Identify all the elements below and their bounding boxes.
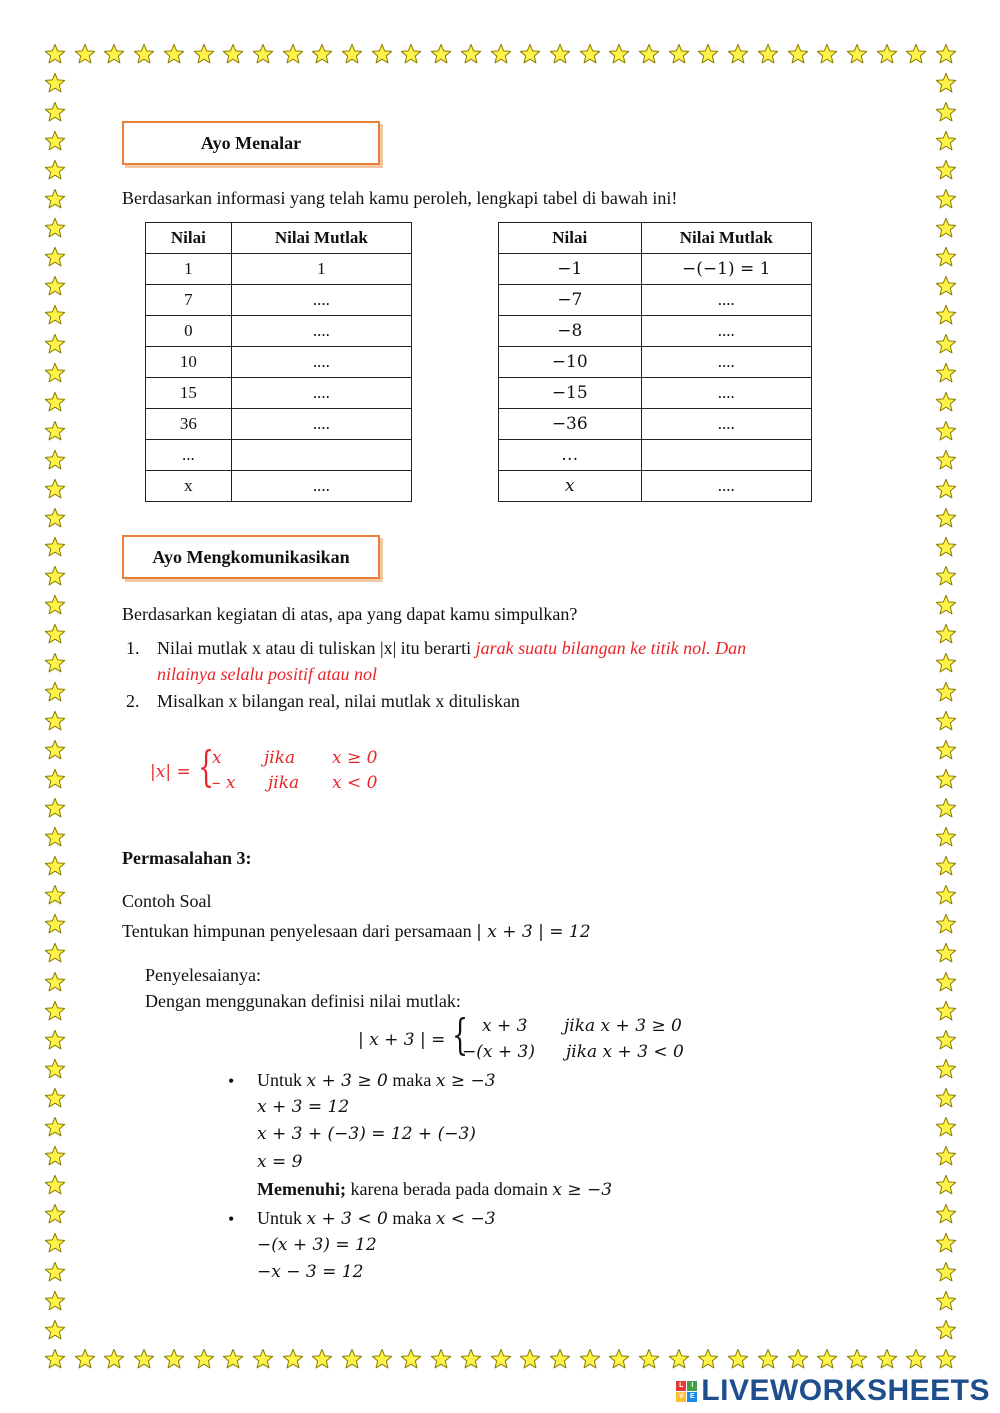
abs-def-case1-cond: x ≥ 0 <box>332 748 378 768</box>
case1-rest: karena berada pada domain <box>350 1179 548 1199</box>
star-icon <box>816 43 838 65</box>
table-row <box>146 316 412 347</box>
star-icon <box>935 1261 957 1283</box>
star-icon <box>757 43 779 65</box>
star-icon <box>935 681 957 703</box>
cell-nilai: x <box>146 471 232 502</box>
case2-pre: Untuk <box>257 1208 302 1228</box>
cell-nilai-mutlak: .... <box>231 347 411 378</box>
case1-step1: x + 3 = 12 <box>257 1097 350 1117</box>
cell-nilai-mutlak: .... <box>641 409 811 440</box>
star-icon <box>44 826 66 848</box>
abs-def-case2-cond: x < 0 <box>332 773 378 793</box>
star-icon <box>935 797 957 819</box>
star-icon <box>44 1000 66 1022</box>
table-row <box>499 285 812 316</box>
star-icon <box>935 478 957 500</box>
star-icon <box>44 913 66 935</box>
star-icon <box>44 391 66 413</box>
case1-result: x ≥ −3 <box>435 1071 496 1091</box>
star-icon <box>44 1232 66 1254</box>
star-icon <box>341 1348 363 1370</box>
case1-mid: maka <box>392 1070 432 1090</box>
star-icon <box>935 217 957 239</box>
star-icon <box>935 507 957 529</box>
star-icon <box>44 1145 66 1167</box>
star-icon <box>935 536 957 558</box>
star-icon <box>935 1029 957 1051</box>
star-icon <box>74 1348 96 1370</box>
star-icon <box>400 43 422 65</box>
star-icon <box>252 43 274 65</box>
table-right <box>498 222 812 502</box>
case1-bullet: • <box>228 1071 235 1091</box>
star-icon <box>282 1348 304 1370</box>
penyelesaian-desc: Dengan menggunakan definisi nilai mutlak: <box>145 991 461 1011</box>
star-icon <box>430 43 452 65</box>
star-icon <box>935 391 957 413</box>
star-icon <box>44 1058 66 1080</box>
star-icon <box>935 1319 957 1341</box>
star-icon <box>133 43 155 65</box>
star-icon <box>757 1348 779 1370</box>
cell-nilai-mutlak: .... <box>641 378 811 409</box>
star-icon <box>935 72 957 94</box>
cell-nilai-mutlak <box>231 440 411 471</box>
star-icon <box>935 130 957 152</box>
item-1-answer-a: jarak suatu bilangan ke titik nol. Dan <box>475 638 747 658</box>
abs-def2-case2-cond: jika x + 3 < 0 <box>566 1042 684 1062</box>
star-icon <box>44 565 66 587</box>
star-icon <box>341 43 363 65</box>
item-1-number: 1. <box>126 638 140 658</box>
star-icon <box>44 739 66 761</box>
star-icon <box>935 304 957 326</box>
cell-nilai-mutlak: 1 <box>231 254 411 285</box>
cell-nilai: … <box>499 440 642 471</box>
star-icon <box>44 72 66 94</box>
star-icon <box>44 449 66 471</box>
table-row <box>146 347 412 378</box>
abs-def2-lhs: | x + 3 | = <box>358 1030 446 1050</box>
cell-nilai: −7 <box>499 285 642 316</box>
table-row <box>146 471 412 502</box>
star-icon <box>876 43 898 65</box>
table-row <box>499 471 812 502</box>
star-icon <box>103 1348 125 1370</box>
star-icon <box>44 623 66 645</box>
case2-step1: −(x + 3) = 12 <box>257 1235 377 1255</box>
star-icon <box>935 710 957 732</box>
star-icon <box>935 1058 957 1080</box>
star-icon <box>668 43 690 65</box>
table-row <box>499 254 812 285</box>
star-icon <box>44 768 66 790</box>
intro-text: Berdasarkan informasi yang telah kamu peroleh, lengkapi tabel di bawah ini! <box>122 188 678 208</box>
star-icon <box>371 43 393 65</box>
cell-nilai-mutlak: .... <box>231 285 411 316</box>
cell-nilai: −1 <box>499 254 642 285</box>
star-icon <box>44 275 66 297</box>
star-icon <box>935 1348 957 1370</box>
star-icon <box>549 43 571 65</box>
star-icon <box>44 1290 66 1312</box>
star-icon <box>608 43 630 65</box>
star-icon <box>935 826 957 848</box>
star-icon <box>935 1000 957 1022</box>
star-icon <box>846 1348 868 1370</box>
case1-conclusion <box>257 1179 612 1200</box>
star-icon <box>460 1348 482 1370</box>
item-1-answer-b: nilainya selalu positif atau nol <box>157 664 377 684</box>
abs-def2-case1-val: x + 3 <box>482 1016 528 1036</box>
star-icon <box>935 1145 957 1167</box>
star-icon <box>44 594 66 616</box>
star-icon <box>222 43 244 65</box>
star-icon <box>608 1348 630 1370</box>
star-icon <box>193 43 215 65</box>
star-icon <box>44 942 66 964</box>
star-icon <box>668 1348 690 1370</box>
star-icon <box>935 188 957 210</box>
soal-equation: | x + 3 | = 12 <box>476 922 591 942</box>
star-icon <box>44 1348 66 1370</box>
conclusion-question: Berdasarkan kegiatan di atas, apa yang dapat kamu simpulkan? <box>122 604 578 624</box>
star-icon <box>935 1116 957 1138</box>
cell-nilai-mutlak: .... <box>641 347 811 378</box>
star-icon <box>44 681 66 703</box>
star-icon <box>787 43 809 65</box>
star-icon <box>44 188 66 210</box>
abs-def-case2-val: – x <box>212 773 236 793</box>
penyelesaian-label: Penyelesaianya: <box>145 965 261 985</box>
case1-step2: x + 3 + (−3) = 12 + (−3) <box>257 1124 476 1144</box>
star-icon <box>44 478 66 500</box>
star-icon <box>638 1348 660 1370</box>
star-icon <box>163 1348 185 1370</box>
star-icon <box>430 1348 452 1370</box>
cell-nilai-mutlak: .... <box>231 471 411 502</box>
star-icon <box>44 710 66 732</box>
star-icon <box>935 565 957 587</box>
star-icon <box>935 855 957 877</box>
cell-nilai: 10 <box>146 347 232 378</box>
star-icon <box>935 1203 957 1225</box>
table-row <box>146 285 412 316</box>
case1-step3: x = 9 <box>257 1152 303 1172</box>
star-icon <box>935 971 957 993</box>
star-icon <box>44 884 66 906</box>
star-icon <box>935 1174 957 1196</box>
star-icon <box>371 1348 393 1370</box>
star-icon <box>519 1348 541 1370</box>
cell-nilai: ... <box>146 440 232 471</box>
abs-def2-case2-val: −(x + 3) <box>462 1042 535 1062</box>
star-icon <box>549 1348 571 1370</box>
cell-nilai-mutlak: .... <box>641 316 811 347</box>
star-icon <box>193 1348 215 1370</box>
cell-nilai-mutlak: .... <box>231 316 411 347</box>
star-icon <box>579 1348 601 1370</box>
table-row <box>499 409 812 440</box>
star-icon <box>44 507 66 529</box>
table-left <box>145 222 412 502</box>
star-icon <box>935 1087 957 1109</box>
star-icon <box>935 884 957 906</box>
star-icon <box>579 43 601 65</box>
cell-nilai-mutlak: .... <box>641 285 811 316</box>
star-icon <box>935 913 957 935</box>
star-icon <box>44 217 66 239</box>
table-row <box>146 440 412 471</box>
cell-nilai-mutlak: −(−1) = 1 <box>641 254 811 285</box>
star-icon <box>935 246 957 268</box>
table-row <box>499 347 812 378</box>
star-icon <box>44 855 66 877</box>
case2-result: x < −3 <box>435 1209 496 1229</box>
star-icon <box>44 420 66 442</box>
star-icon <box>44 362 66 384</box>
cell-nilai: −36 <box>499 409 642 440</box>
cell-nilai: 36 <box>146 409 232 440</box>
star-icon <box>44 333 66 355</box>
star-icon <box>697 1348 719 1370</box>
case1-head <box>257 1070 496 1091</box>
abs-def-case1-val: x <box>212 748 222 768</box>
star-icon <box>935 594 957 616</box>
star-icon <box>222 1348 244 1370</box>
case1-pre: Untuk <box>257 1070 302 1090</box>
table-row <box>499 316 812 347</box>
star-icon <box>727 1348 749 1370</box>
star-icon <box>44 1261 66 1283</box>
table-row <box>499 440 812 471</box>
abs-def-brace: { <box>198 742 215 791</box>
star-icon <box>935 101 957 123</box>
table-left-header-nilai: Nilai <box>146 223 232 254</box>
star-icon <box>935 275 957 297</box>
star-icon <box>727 43 749 65</box>
case2-cond: x + 3 < 0 <box>306 1209 388 1229</box>
star-icon <box>103 43 125 65</box>
star-icon <box>44 1029 66 1051</box>
star-icon <box>935 623 957 645</box>
cell-nilai: 1 <box>146 254 232 285</box>
star-icon <box>44 130 66 152</box>
star-icon <box>935 652 957 674</box>
star-icon <box>400 1348 422 1370</box>
star-icon <box>905 1348 927 1370</box>
star-icon <box>44 101 66 123</box>
case1-domain: x ≥ −3 <box>552 1180 613 1200</box>
star-icon <box>44 1174 66 1196</box>
abs-def2-case1-cond: jika x + 3 ≥ 0 <box>564 1016 682 1036</box>
case2-bullet: • <box>228 1209 235 1229</box>
star-icon <box>133 1348 155 1370</box>
star-icon <box>44 246 66 268</box>
table-row <box>146 409 412 440</box>
case1-cond: x + 3 ≥ 0 <box>306 1071 388 1091</box>
star-icon <box>311 1348 333 1370</box>
problem-title: Permasalahan 3: <box>122 848 252 868</box>
star-icon <box>44 1203 66 1225</box>
item-1-text: Nilai mutlak x atau di tuliskan |x| itu berarti <box>157 638 472 658</box>
star-icon <box>44 971 66 993</box>
abs-def-case2-jika: jika <box>268 773 300 793</box>
table-right-header-nilai: Nilai <box>499 223 642 254</box>
cell-nilai: 15 <box>146 378 232 409</box>
item-2-number: 2. <box>126 691 140 711</box>
cell-nilai: 0 <box>146 316 232 347</box>
section-ayo-mengkomunikasikan: Ayo Mengkomunikasikan <box>122 535 380 579</box>
abs-def-case1-jika: jika <box>264 748 296 768</box>
cell-nilai: −15 <box>499 378 642 409</box>
star-icon <box>44 1319 66 1341</box>
star-icon <box>74 43 96 65</box>
star-icon <box>846 43 868 65</box>
star-icon <box>697 43 719 65</box>
cell-nilai: 7 <box>146 285 232 316</box>
case2-mid: maka <box>392 1208 432 1228</box>
star-icon <box>252 1348 274 1370</box>
cell-nilai: −8 <box>499 316 642 347</box>
cell-nilai-mutlak: .... <box>231 378 411 409</box>
star-icon <box>935 942 957 964</box>
case1-bold: Memenuhi; <box>257 1179 346 1199</box>
star-icon <box>787 1348 809 1370</box>
cell-nilai-mutlak <box>641 440 811 471</box>
star-icon <box>282 43 304 65</box>
star-icon <box>935 739 957 761</box>
table-left-header-mutlak: Nilai Mutlak <box>231 223 411 254</box>
star-icon <box>44 1116 66 1138</box>
star-icon <box>460 43 482 65</box>
contoh-soal: Contoh Soal <box>122 891 212 911</box>
abs-def2-brace: { <box>452 1010 469 1059</box>
cell-nilai: −10 <box>499 347 642 378</box>
liveworksheets-logo[interactable] <box>676 1375 990 1407</box>
table-row <box>146 378 412 409</box>
cell-nilai: x <box>499 471 642 502</box>
star-icon <box>935 333 957 355</box>
star-icon <box>490 1348 512 1370</box>
star-icon <box>935 43 957 65</box>
cell-nilai-mutlak: .... <box>641 471 811 502</box>
star-icon <box>44 536 66 558</box>
star-icon <box>935 1290 957 1312</box>
item-2-text: Misalkan x bilangan real, nilai mutlak x dituliskan <box>157 691 520 711</box>
star-icon <box>935 1232 957 1254</box>
soal-text: Tentukan himpunan penyelesaan dari persamaan <box>122 921 472 941</box>
star-icon <box>44 159 66 181</box>
soal <box>122 921 591 942</box>
cell-nilai-mutlak: .... <box>231 409 411 440</box>
star-icon <box>935 362 957 384</box>
star-icon <box>44 304 66 326</box>
logo-text: LIVEWORKSHEETS <box>701 1374 990 1407</box>
star-icon <box>935 420 957 442</box>
case2-step2: −x − 3 = 12 <box>257 1262 364 1282</box>
star-icon <box>876 1348 898 1370</box>
table-row <box>499 378 812 409</box>
star-icon <box>935 449 957 471</box>
star-icon <box>311 43 333 65</box>
table-right-header-mutlak: Nilai Mutlak <box>641 223 811 254</box>
star-icon <box>163 43 185 65</box>
case2-head <box>257 1208 496 1229</box>
star-icon <box>519 43 541 65</box>
star-icon <box>490 43 512 65</box>
star-icon <box>816 1348 838 1370</box>
star-icon <box>44 1087 66 1109</box>
star-icon <box>44 43 66 65</box>
star-icon <box>44 797 66 819</box>
logo-mark-icon: L I V E <box>676 1381 697 1402</box>
abs-def-lhs: |x| = <box>150 762 191 782</box>
star-icon <box>638 43 660 65</box>
section-ayo-menalar: Ayo Menalar <box>122 121 380 165</box>
star-icon <box>44 652 66 674</box>
star-icon <box>935 768 957 790</box>
table-row <box>146 254 412 285</box>
item-1 <box>157 638 746 659</box>
star-icon <box>905 43 927 65</box>
star-icon <box>935 159 957 181</box>
